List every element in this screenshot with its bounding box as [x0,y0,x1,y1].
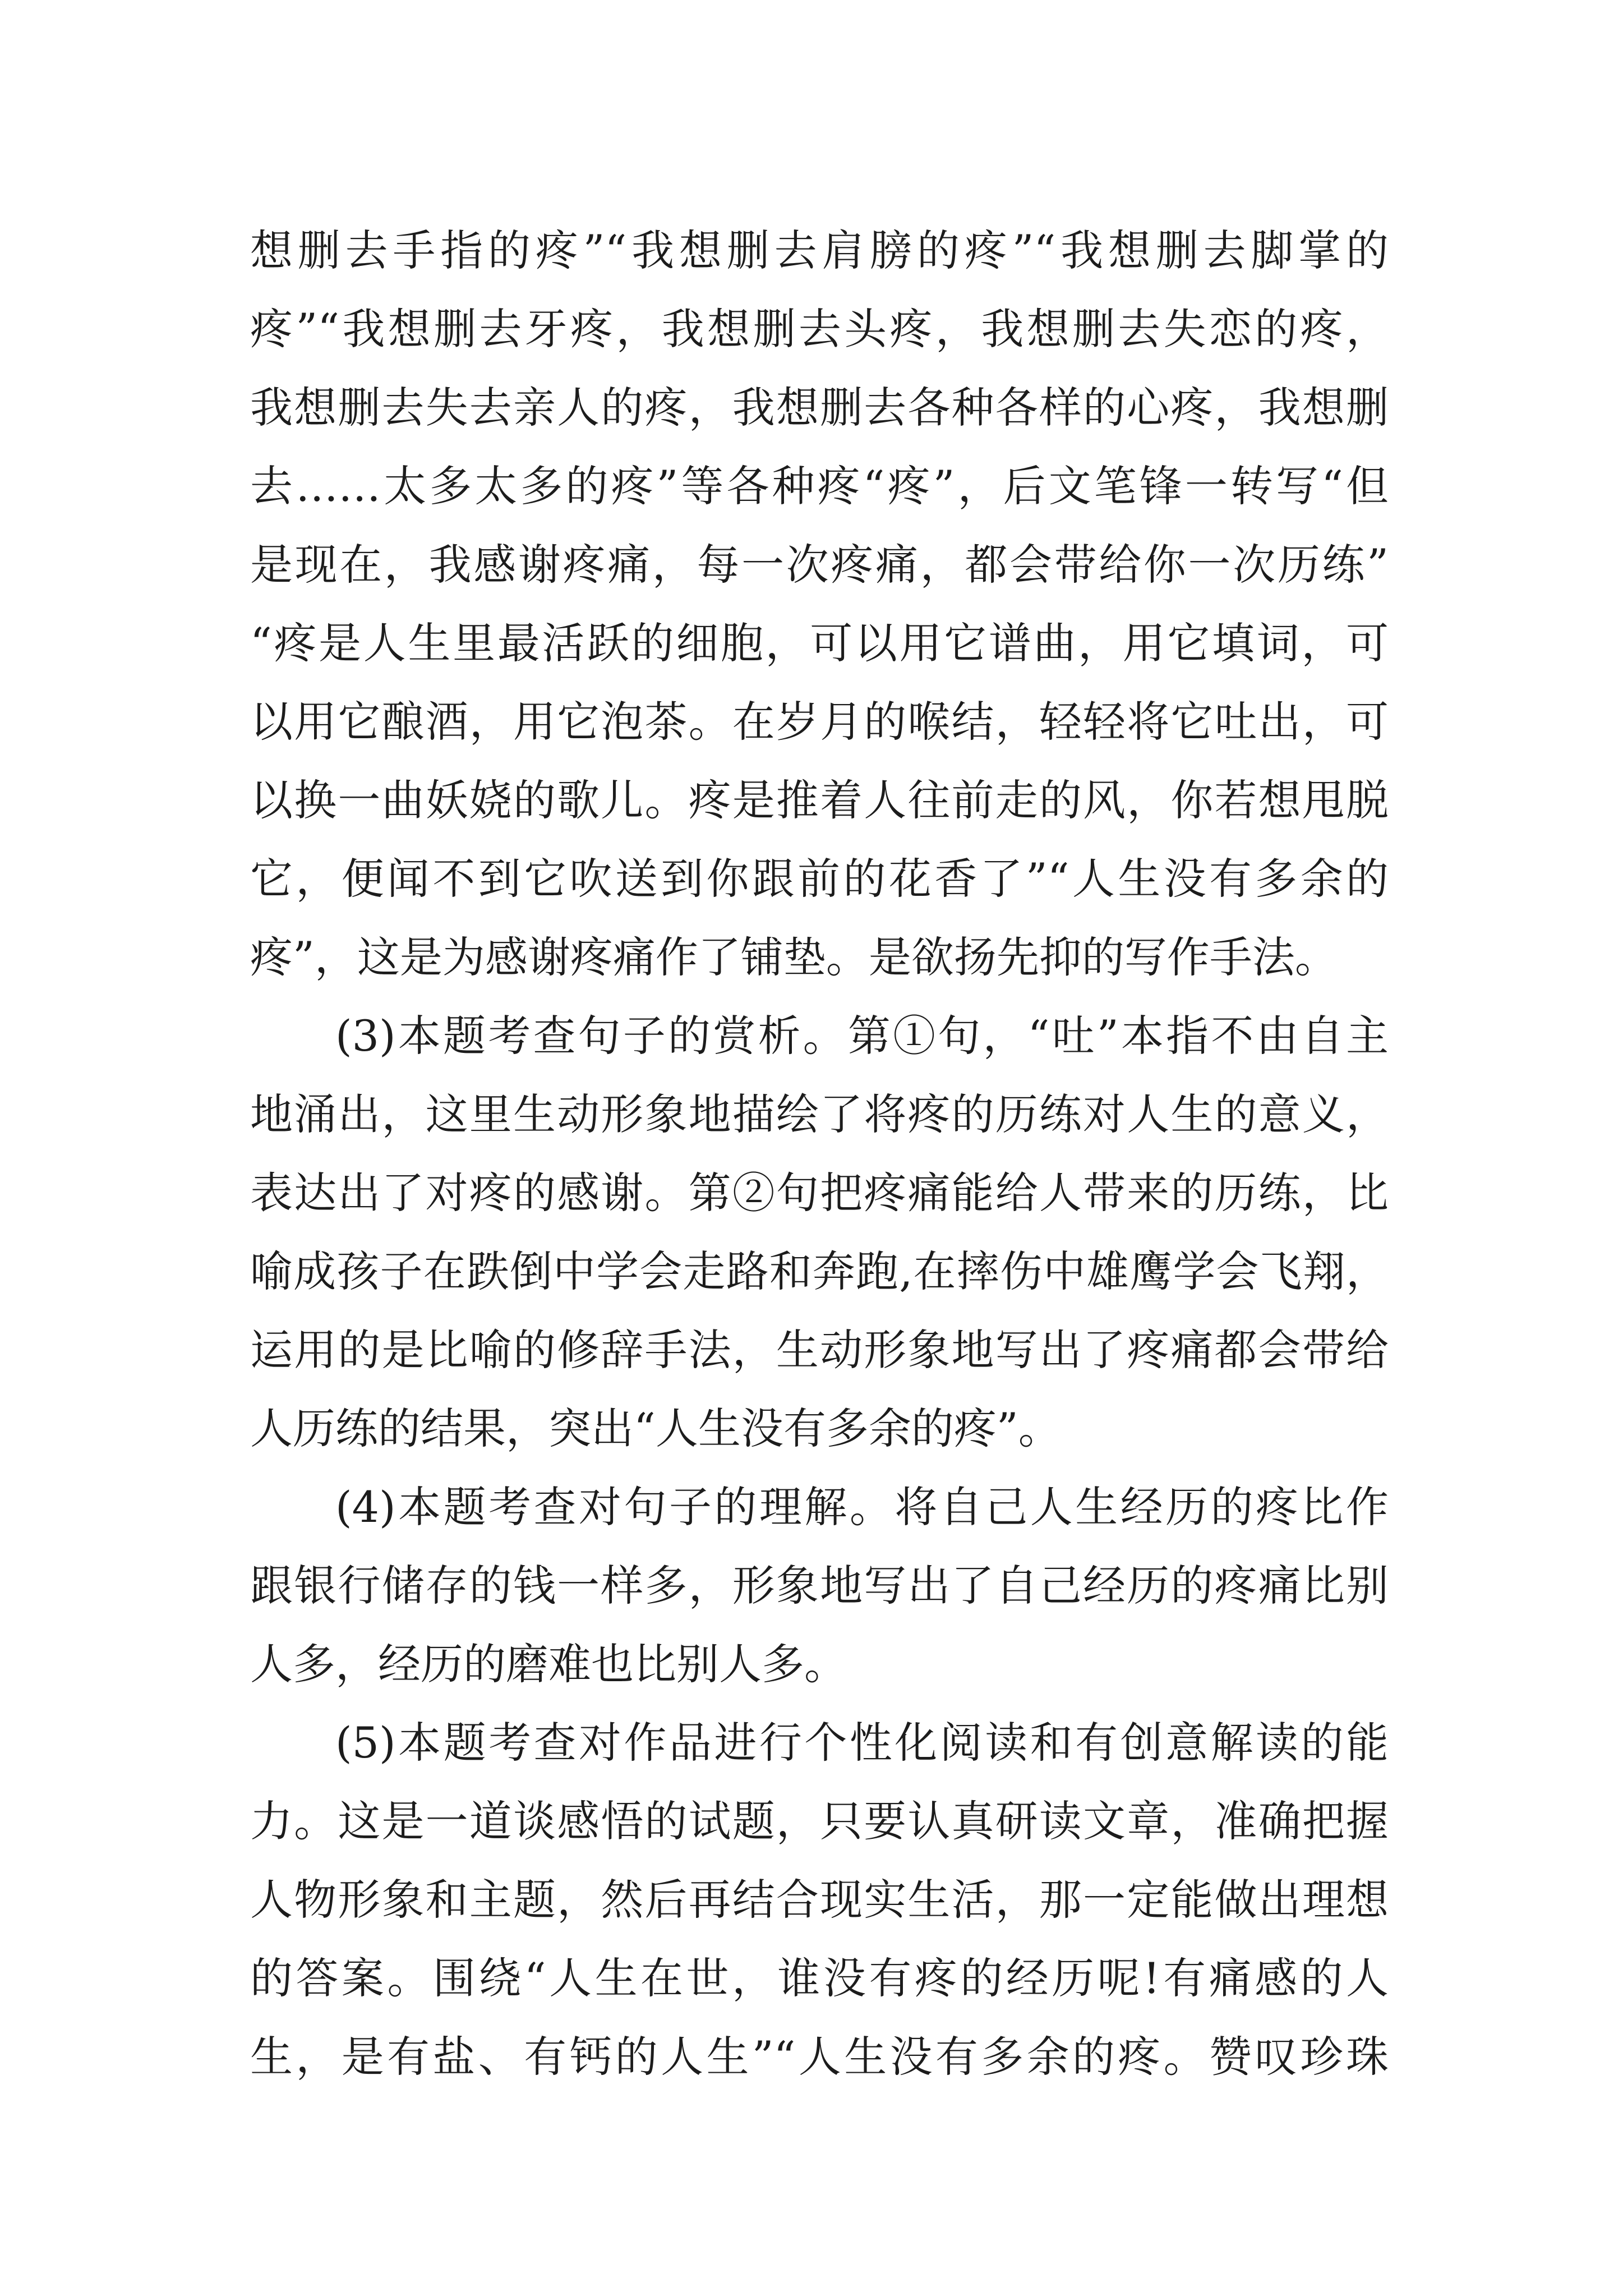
text-line: 表达出了对疼的感谢。第②句把疼痛能给人带来的历练，比 [250,1168,1389,1218]
text-line: “疼是人生里最活跃的细胞，可以用它谱曲，用它填词，可 [250,618,1389,668]
text-line: 它，便闻不到它吹送到你跟前的花香了”“人生没有多余的 [250,854,1389,904]
text-line: (4)本题考查对句子的理解。将自己人生经历的疼比作 [335,1482,1389,1532]
text-line: 跟银行储存的钱一样多，形象地写出了自己经历的疼痛比别 [250,1561,1389,1611]
text-line: 想删去手指的疼”“我想删去肩膀的疼”“我想删去脚掌的 [250,226,1389,275]
text-line: 生，是有盐、有钙的人生”“人生没有多余的疼。赞叹珍珠 [250,2032,1389,2082]
text-line: 地涌出，这里生动形象地描绘了将疼的历练对人生的意义， [250,1089,1389,1139]
text-line: 人历练的结果，突出“人生没有多余的疼”。 [250,1404,1061,1453]
text-line: 疼”，这是为感谢疼痛作了铺垫。是欲扬先抑的写作手法。 [250,932,1338,982]
text-line: 的答案。围绕“人生在世，谁没有疼的经历呢!有痛感的人 [250,1953,1389,2003]
text-line: 我想删去失去亲人的疼，我想删去各种各样的心疼，我想删 [250,383,1389,432]
paragraph-continued [250,211,1389,997]
text-line: 是现在，我感谢疼痛，每一次疼痛，都会带给你一次历练” [250,540,1389,590]
text-line: 力。这是一道谈感悟的试题，只要认真研读文章，准确把握 [250,1796,1389,1846]
text-line: 疼”“我想删去牙疼，我想删去头疼，我想删去失恋的疼， [250,304,1389,354]
text-line: (5)本题考查对作品进行个性化阅读和有创意解读的能 [335,1718,1389,1768]
paragraph-answer-3 [250,997,1389,1468]
text-line: 喻成孩子在跌倒中学会走路和奔跑,在摔伤中雄鹰学会飞翔， [250,1246,1389,1296]
paragraph-answer-4 [250,1468,1389,1704]
body-text [250,211,1389,2096]
text-line: 去……太多太多的疼”等各种疼“疼”，后文笔锋一转写“但 [250,461,1389,511]
text-line: 以用它酿酒，用它泡茶。在岁月的喉结，轻轻将它吐出，可 [250,697,1389,747]
text-line: 人物形象和主题，然后再结合现实生活，那一定能做出理想 [250,1875,1389,1925]
text-line: (3)本题考查句子的赏析。第①句，“吐”本指不由自主 [335,1011,1389,1061]
text-line: 以换一曲妖娆的歌儿。疼是推着人往前走的风，你若想甩脱 [250,775,1389,825]
text-line: 运用的是比喻的修辞手法，生动形象地写出了疼痛都会带给 [250,1325,1389,1375]
text-line: 人多，经历的磨难也比别人多。 [250,1639,847,1689]
paragraph-answer-5 [250,1704,1389,2096]
